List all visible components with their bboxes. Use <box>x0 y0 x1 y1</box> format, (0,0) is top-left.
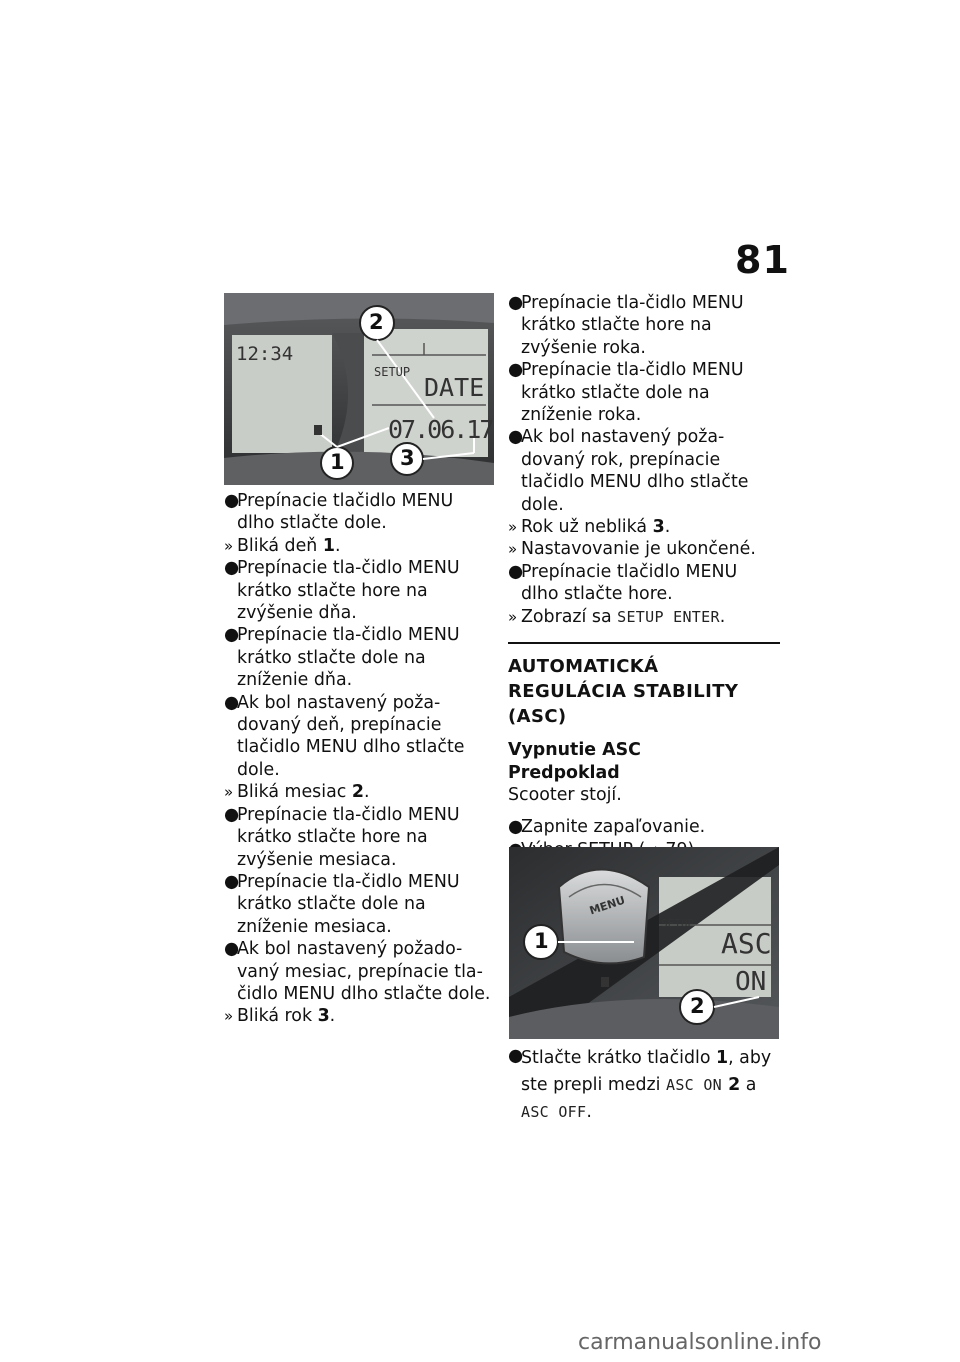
final-instruction <box>508 1045 780 1126</box>
bullet-mark: ● <box>508 561 524 582</box>
right-column <box>508 292 780 884</box>
bullet-mark: ● <box>224 692 240 713</box>
list-item: ● Prepínacie tla-čidlo MENU krátko stlačte dole na zníženie mesiaca. <box>224 871 460 937</box>
list-item: ● Prepínacie tla-čidlo MENU krátko stlačte dole na zníženie roka. <box>508 360 744 426</box>
list-item: ● Ak bol nastavený poža-dovaný deň, prepínacie tlačidlo MENU dlho stlačte dole. <box>224 692 465 780</box>
lcd-title: ASC <box>721 927 772 960</box>
section-divider <box>508 642 780 644</box>
list-item: » Nastavovanie je ukončené. <box>508 539 756 560</box>
list-item: ● Zapnite zapaľovanie. <box>508 817 706 838</box>
bullet-mark: ● <box>224 939 240 960</box>
list-item: » Bliká deň 1. <box>224 535 341 556</box>
list-item: ● Prepínacie tlačidlo MENU dlho stlačte hore. <box>508 561 738 605</box>
list-item: ● Stlačte krátko tlačidlo 1, aby ste prepli medzi ASC ON 2 a ASC OFF. <box>508 1046 772 1122</box>
list-item: ● Prepínacie tla-čidlo MENU krátko stlačte hore na zvýšenie roka. <box>508 293 744 358</box>
list-item: » Zobrazí sa SETUP ENTER. <box>508 606 726 627</box>
callout-1: 1 <box>330 450 345 474</box>
bullet-mark: ● <box>508 427 524 448</box>
bullet-mark: ● <box>508 817 524 838</box>
lcd-menu-label: SETUP <box>374 365 411 379</box>
page-number: 81 <box>735 238 790 282</box>
result-mark: » <box>508 518 518 537</box>
lcd-time: 12:34 <box>236 343 294 365</box>
callout-2: 2 <box>369 310 384 334</box>
precondition-heading: Predpoklad <box>508 762 620 783</box>
subsection-title: Vypnutie ASC <box>508 740 641 761</box>
bullet-mark: ● <box>508 360 524 381</box>
precondition-text: Scooter stojí. <box>508 784 622 805</box>
list-item: ● Prepínacie tla-čidlo MENU krátko stlačte hore na zvýšenie dňa. <box>224 558 460 624</box>
list-item: ● Prepínacie tla-čidlo MENU krátko stlačte hore na zvýšenie mesiaca. <box>224 804 460 870</box>
bullet-mark: ● <box>224 491 240 511</box>
watermark: carmanualsonline.info <box>578 1330 822 1355</box>
left-column <box>224 490 496 1028</box>
list-item: » Bliká rok 3. <box>224 1006 336 1027</box>
bullet-mark: ● <box>224 625 240 646</box>
result-mark: » <box>508 607 518 626</box>
result-mark: » <box>508 540 518 559</box>
lcd-value: 07.06.17 <box>388 415 493 444</box>
result-mark: » <box>224 536 234 555</box>
list-item: ● Prepínacie tla-čidlo MENU krátko stlačte dole na zníženie dňa. <box>224 625 460 691</box>
result-mark: » <box>224 1007 234 1026</box>
figure-asc-display <box>509 847 779 1039</box>
callout-2: 2 <box>690 994 705 1018</box>
figure-date-display <box>224 293 494 485</box>
lcd-menu-label: SETUP <box>661 917 695 930</box>
callout-3: 3 <box>400 446 415 470</box>
menu-button-label: MENU <box>587 893 627 918</box>
bullet-mark: ● <box>508 1046 524 1066</box>
bullet-mark: ● <box>224 558 240 579</box>
list-item: ● Ak bol nastavený požado-vaný mesiac, prepínacie tla-čidlo MENU dlho stlačte dole. <box>224 939 491 1004</box>
list-item: ● Prepínacie tlačidlo MENU dlho stlačte dole. <box>224 491 454 534</box>
lcd-title: DATE <box>424 373 485 402</box>
callout-1: 1 <box>534 929 549 953</box>
list-item: ● Ak bol nastavený poža-dovaný rok, prepínacie tlačidlo MENU dlho stlačte dole. <box>508 427 749 515</box>
bullet-mark: ● <box>224 871 240 892</box>
bullet-mark: ● <box>508 293 524 313</box>
result-mark: » <box>224 783 234 802</box>
list-item: » Bliká mesiac 2. <box>224 782 370 803</box>
lcd-value: ON <box>735 967 767 997</box>
section-title: AUTOMATICKÁ REGULÁCIA STABILITY (ASC) <box>508 656 739 728</box>
list-item: » Rok už nebliká 3. <box>508 517 671 538</box>
bullet-mark: ● <box>224 804 240 825</box>
